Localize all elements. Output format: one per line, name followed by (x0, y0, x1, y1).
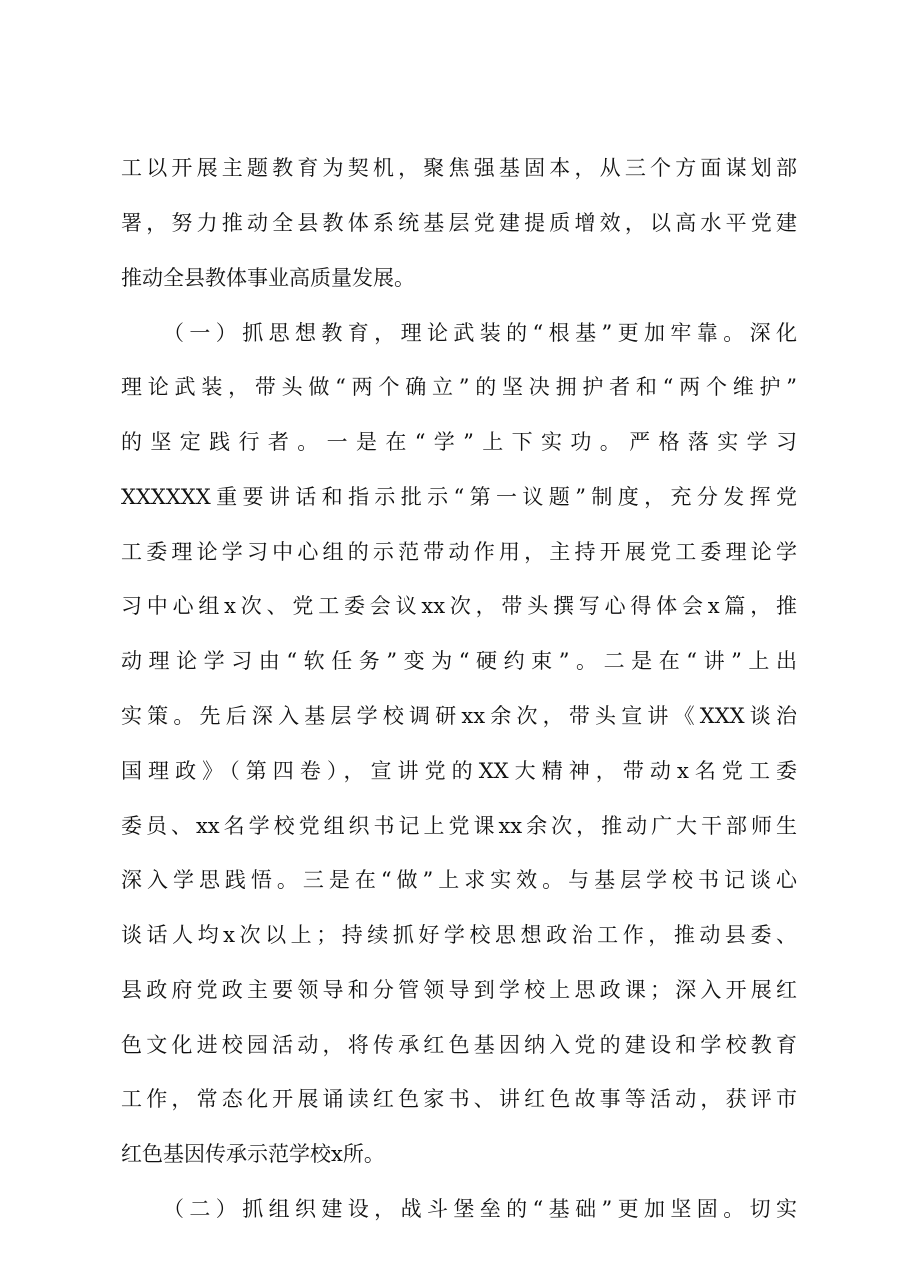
paragraph-line: 国理政》（第四卷），宣讲党的XX大精神，带动x名党工委 (121, 759, 797, 783)
paragraph-line: 县政府党政主要领导和分管领导到学校上思政课；深入开展红 (121, 978, 797, 1002)
paragraph-line: 色文化进校园活动，将传承红色基因纳入党的建设和学校教育 (121, 1033, 797, 1057)
paragraph-line: 工以开展主题教育为契机，聚焦强基固本，从三个方面谋划部 (121, 156, 797, 180)
paragraph-line: 动理论学习由“软任务”变为“硬约束”。二是在“讲”上出 (121, 649, 797, 673)
paragraph-line: 谈话人均x次以上；持续抓好学校思想政治工作，推动县委、 (121, 923, 797, 947)
paragraph-line: 习中心组x次、党工委会议xx次，带头撰写心得体会x篇，推 (121, 594, 797, 618)
paragraph-line: XXXXXX重要讲话和指示批示“第一议题”制度，充分发挥党 (121, 485, 797, 509)
paragraph-line: 署，努力推动全县教体系统基层党建提质增效，以高水平党建 (121, 211, 797, 235)
paragraph-line: 推动全县教体事业高质量发展。 (121, 266, 415, 290)
paragraph-line: 红色基因传承示范学校x所。 (121, 1142, 385, 1166)
section-heading-line: （一）抓思想教育，理论武装的“根基”更加牢靠。深化 (163, 321, 797, 345)
paragraph-line: 实策。先后深入基层学校调研xx余次，带头宣讲《XXX谈治 (121, 704, 797, 728)
paragraph-line: 的坚定践行者。一是在“学”上下实功。严格落实学习 (121, 430, 797, 454)
paragraph-line: 深入学思践悟。三是在“做”上求实效。与基层学校书记谈心 (121, 868, 797, 892)
section-heading-line: （二）抓组织建设，战斗堡垒的“基础”更加坚固。切实 (163, 1197, 797, 1221)
paragraph-line: 工委理论学习中心组的示范带动作用，主持开展党工委理论学 (121, 540, 797, 564)
paragraph-line: 工作，常态化开展诵读红色家书、讲红色故事等活动，获评市 (121, 1087, 797, 1111)
paragraph-line: 理论武装，带头做“两个确立”的坚决拥护者和“两个维护” (121, 375, 797, 399)
paragraph-line: 委员、xx名学校党组织书记上党课xx余次，推动广大干部师生 (121, 814, 797, 838)
